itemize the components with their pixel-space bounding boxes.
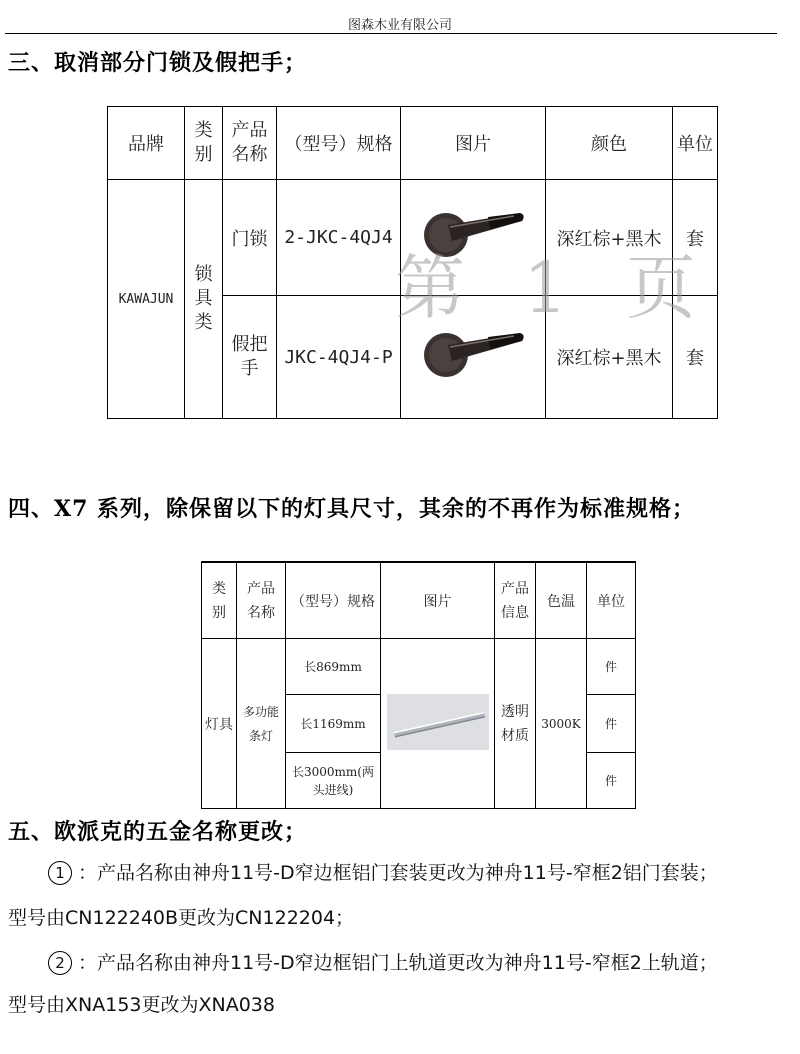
change-item-name-text: ：产品名称由神舟11号-D窄边框铝门套装更改为神舟11号-窄框2铝门套装；: [78, 862, 718, 884]
header-brand: 品牌: [108, 107, 185, 180]
header-category: 类别: [202, 562, 237, 639]
unit-cell: 件: [587, 753, 636, 809]
header-model: （型号）规格: [277, 107, 401, 180]
unit-cell: 套: [673, 180, 718, 296]
light-bar-image: [381, 639, 495, 809]
header-unit: 单位: [587, 562, 636, 639]
change-item-1: [48, 858, 718, 885]
table-header-row: [202, 562, 636, 639]
color-cell: 深红棕+黑木: [546, 296, 673, 419]
model-cell: 2-JKC-4QJ4: [277, 180, 401, 296]
change-item-2-model: 型号由XNA153更改为XNA038: [8, 994, 275, 1016]
lever-handle-image: [401, 180, 546, 296]
spec-cell: 长3000mm(两头进线): [286, 753, 381, 809]
product-name-cell: 门锁: [223, 180, 277, 296]
change-item-2: [48, 948, 718, 975]
header-rule: [5, 33, 777, 34]
model-cell: JKC-4QJ4-P: [277, 296, 401, 419]
spec-cell: 长1169mm: [286, 695, 381, 753]
change-item-name-text: ：产品名称由神舟11号-D窄边框铝门上轨道更改为神舟11号-窄框2上轨道；: [78, 952, 718, 974]
change-item-1-model: 型号由CN122240B更改为CN122204；: [8, 907, 355, 929]
header-unit: 单位: [673, 107, 718, 180]
product-name-cell: 假把手: [223, 296, 277, 419]
header-model: （型号）规格: [286, 562, 381, 639]
light-table: [201, 561, 636, 809]
category-cell: 灯具: [202, 639, 237, 809]
table-row: [202, 639, 636, 695]
spec-cell: 长869mm: [286, 639, 381, 695]
section-5-heading: 五、欧派克的五金名称更改；: [8, 819, 308, 845]
color-temp-cell: 3000K: [536, 639, 587, 809]
header-product-name: 产品名称: [223, 107, 277, 180]
page-watermark: 第 1 页: [395, 247, 715, 329]
item-number-marker: 1: [48, 861, 72, 885]
header-image: 图片: [401, 107, 546, 180]
table-row: [108, 180, 718, 296]
product-name-cell: 多功能条灯: [237, 639, 286, 809]
header-company-name: 图森木业有限公司: [347, 18, 452, 33]
lever-handle-image: [401, 296, 546, 419]
header-color-temp: 色温: [536, 562, 587, 639]
color-cell: 深红棕+黑木: [546, 180, 673, 296]
item-number-marker: 2: [48, 951, 72, 975]
unit-cell: 件: [587, 695, 636, 753]
table-header-row: [108, 107, 718, 180]
product-info-cell: 透明材质: [495, 639, 536, 809]
lock-table: [107, 106, 718, 419]
header-product-info: 产品信息: [495, 562, 536, 639]
unit-cell: 件: [587, 639, 636, 695]
category-cell: 锁具类: [185, 180, 223, 419]
section-4-heading: 四、X7 系列，除保留以下的灯具尺寸，其余的不再作为标准规格；: [8, 496, 696, 522]
brand-cell: KAWAJUN: [108, 180, 185, 419]
header-category: 类别: [185, 107, 223, 180]
header-product-name: 产品名称: [237, 562, 286, 639]
section-3-heading: 三、取消部分门锁及假把手；: [8, 50, 308, 76]
unit-cell: 套: [673, 296, 718, 419]
header-color: 颜色: [546, 107, 673, 180]
header-image: 图片: [381, 562, 495, 639]
